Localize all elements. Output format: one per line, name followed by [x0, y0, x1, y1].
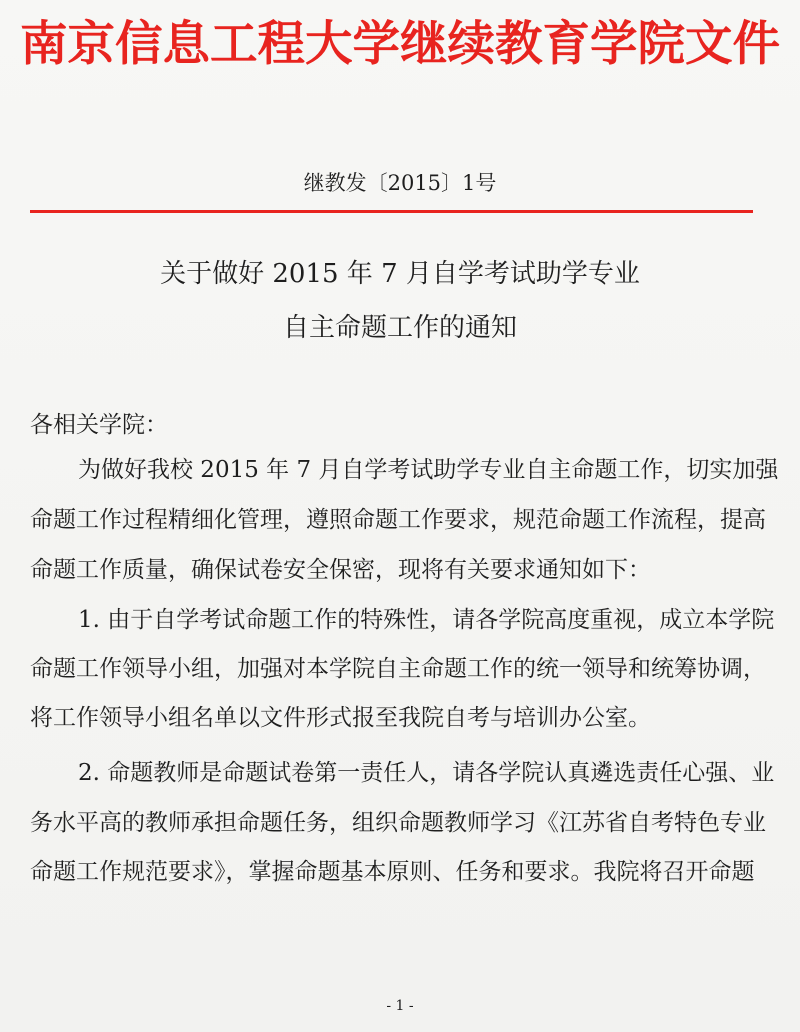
body-line: 1. 由于自学考试命题工作的特殊性，请各学院高度重视，成立本学院 [78, 607, 775, 633]
notice-title-line-1: 关于做好 2015 年 7 月自学考试助学专业 [160, 259, 640, 289]
body-line: 为做好我校 2015 年 7 月自学考试助学专业自主命题工作，切实加强 [78, 457, 779, 483]
page-number: - 1 - [386, 998, 414, 1014]
salutation: 各相关学院： [30, 412, 168, 438]
body-line: 将工作领导小组名单以文件形式报至我院自考与培训办公室。 [30, 705, 651, 731]
body-line: 务水平高的教师承担命题任务，组织命题教师学习《江苏省自考特色专业 [30, 810, 766, 836]
body-line: 2. 命题教师是命题试卷第一责任人，请各学院认真遴选责任心强、业 [78, 760, 775, 786]
body-line: 命题工作领导小组，加强对本学院自主命题工作的统一领导和统筹协调， [30, 656, 766, 682]
body-line: 命题工作规范要求》，掌握命题基本原则、任务和要求。我院将召开命题 [30, 859, 755, 885]
body-line: 命题工作质量，确保试卷安全保密，现将有关要求通知如下： [30, 557, 651, 583]
document-masthead: 南京信息工程大学继续教育学院文件 [20, 17, 780, 72]
document-number: 继教发〔2015〕1号 [303, 171, 497, 195]
red-divider-line [30, 210, 753, 213]
body-line: 命题工作过程精细化管理，遵照命题工作要求，规范命题工作流程，提高 [30, 507, 766, 533]
notice-title-line-2: 自主命题工作的通知 [282, 313, 517, 343]
